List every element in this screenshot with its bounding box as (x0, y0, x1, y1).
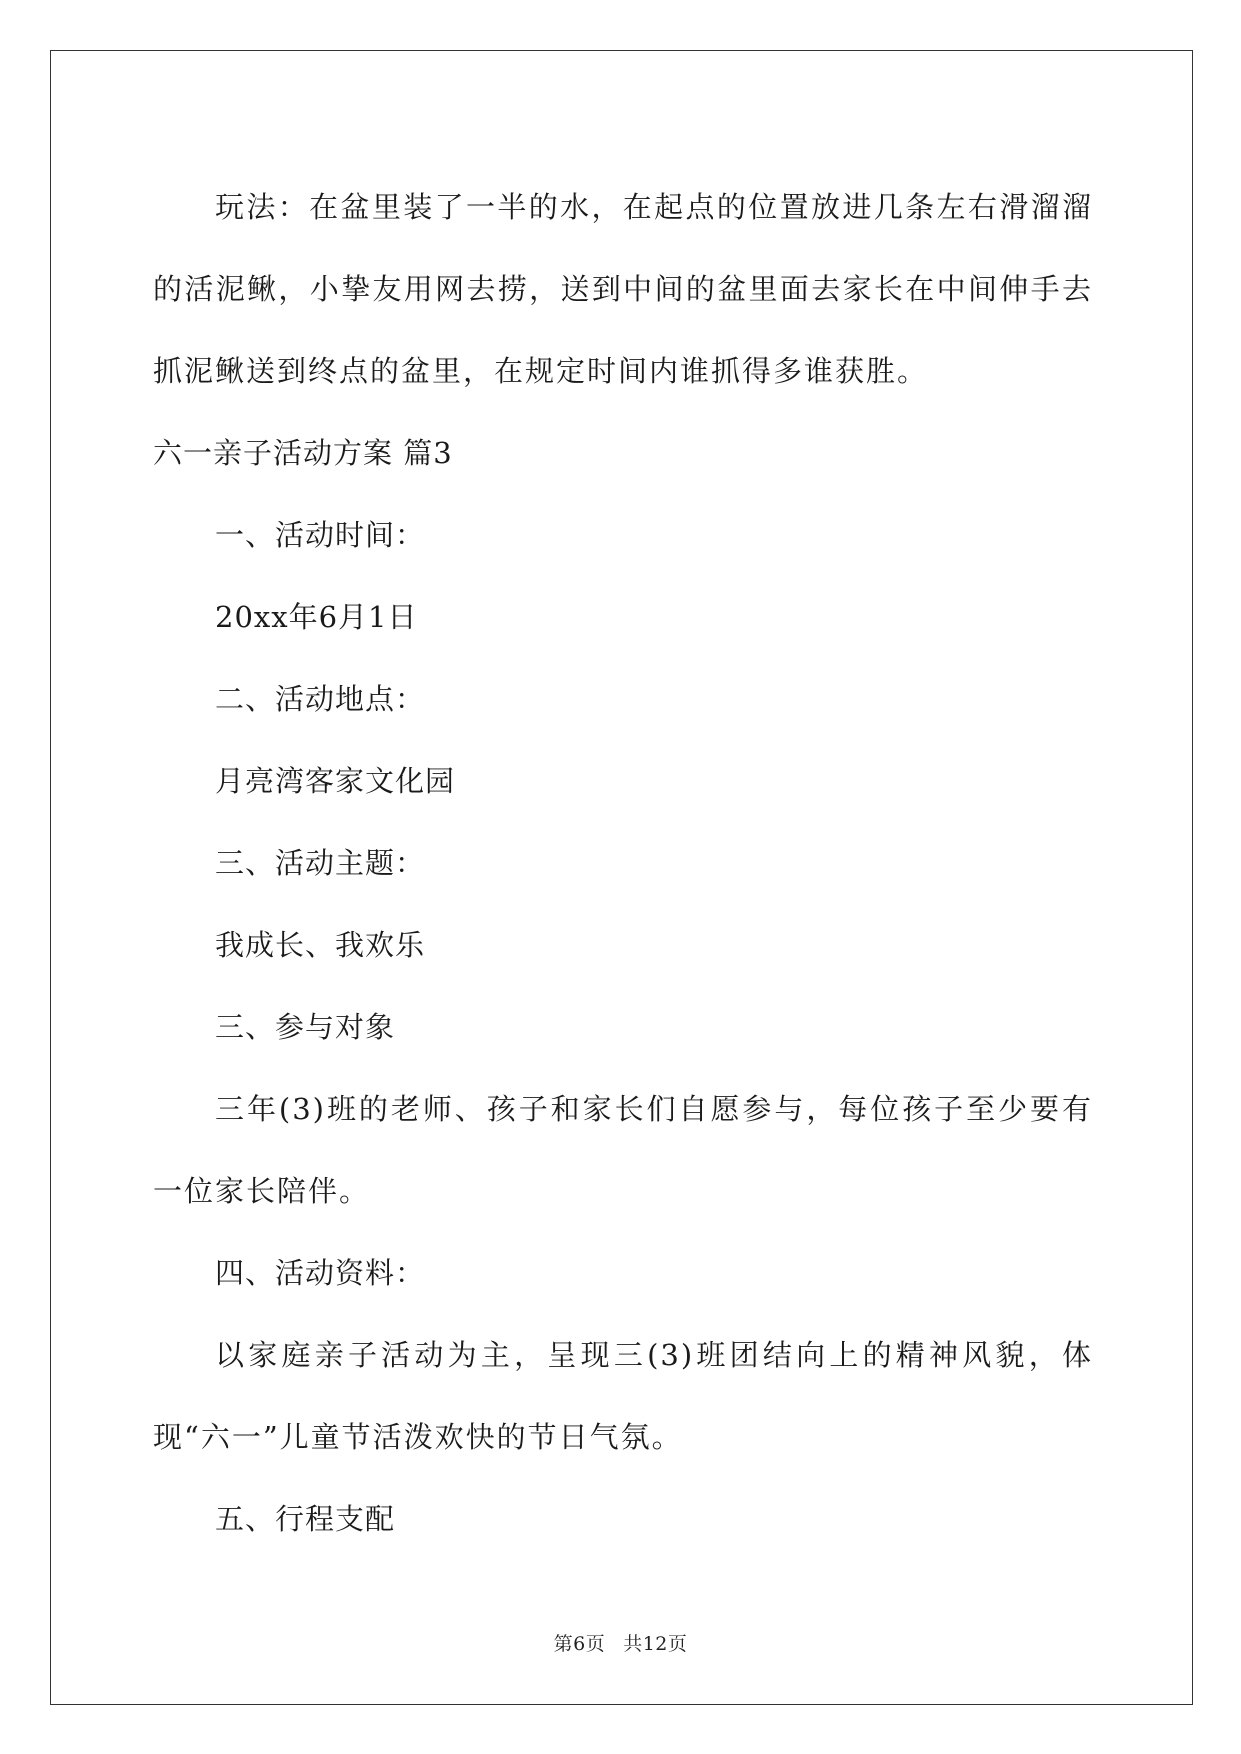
item-value-participants: 三年(3)班的老师、孩子和家长们自愿参与，每位孩子至少要有一位家长陪伴。 (153, 1092, 1093, 1208)
document-body (153, 166, 1093, 1560)
item-heading-participants: 三、参与对象 (215, 1010, 396, 1044)
total-pages: 共12页 (623, 1633, 688, 1655)
item-value-location: 月亮湾客家文化园 (215, 764, 456, 798)
paragraph-gameplay: 玩法：在盆里装了一半的水，在起点的位置放进几条左右滑溜溜的活泥鳅，小挚友用网去捞，送到中间的盆里面去家长在中间伸手去抓泥鳅送到终点的盆里，在规定时间内谁抓得多谁获胜。 (153, 190, 1093, 388)
page-footer (0, 1629, 1241, 1656)
item-value-theme: 我成长、我欢乐 (215, 928, 426, 962)
item-heading-content: 四、活动资料： (215, 1256, 426, 1290)
current-page-number: 第6页 (553, 1633, 606, 1655)
item-value-time: 20xx年6月1日 (215, 600, 418, 634)
item-heading-location: 二、活动地点： (215, 682, 426, 716)
item-heading-time: 一、活动时间： (215, 518, 426, 552)
item-value-content: 以家庭亲子活动为主，呈现三(3)班团结向上的精神风貌，体现“六一”儿童节活泼欢快的节日气氛。 (153, 1338, 1093, 1454)
item-heading-schedule: 五、行程支配 (215, 1502, 396, 1536)
item-heading-theme: 三、活动主题： (215, 846, 426, 880)
section-heading: 六一亲子活动方案 篇3 (153, 436, 453, 470)
